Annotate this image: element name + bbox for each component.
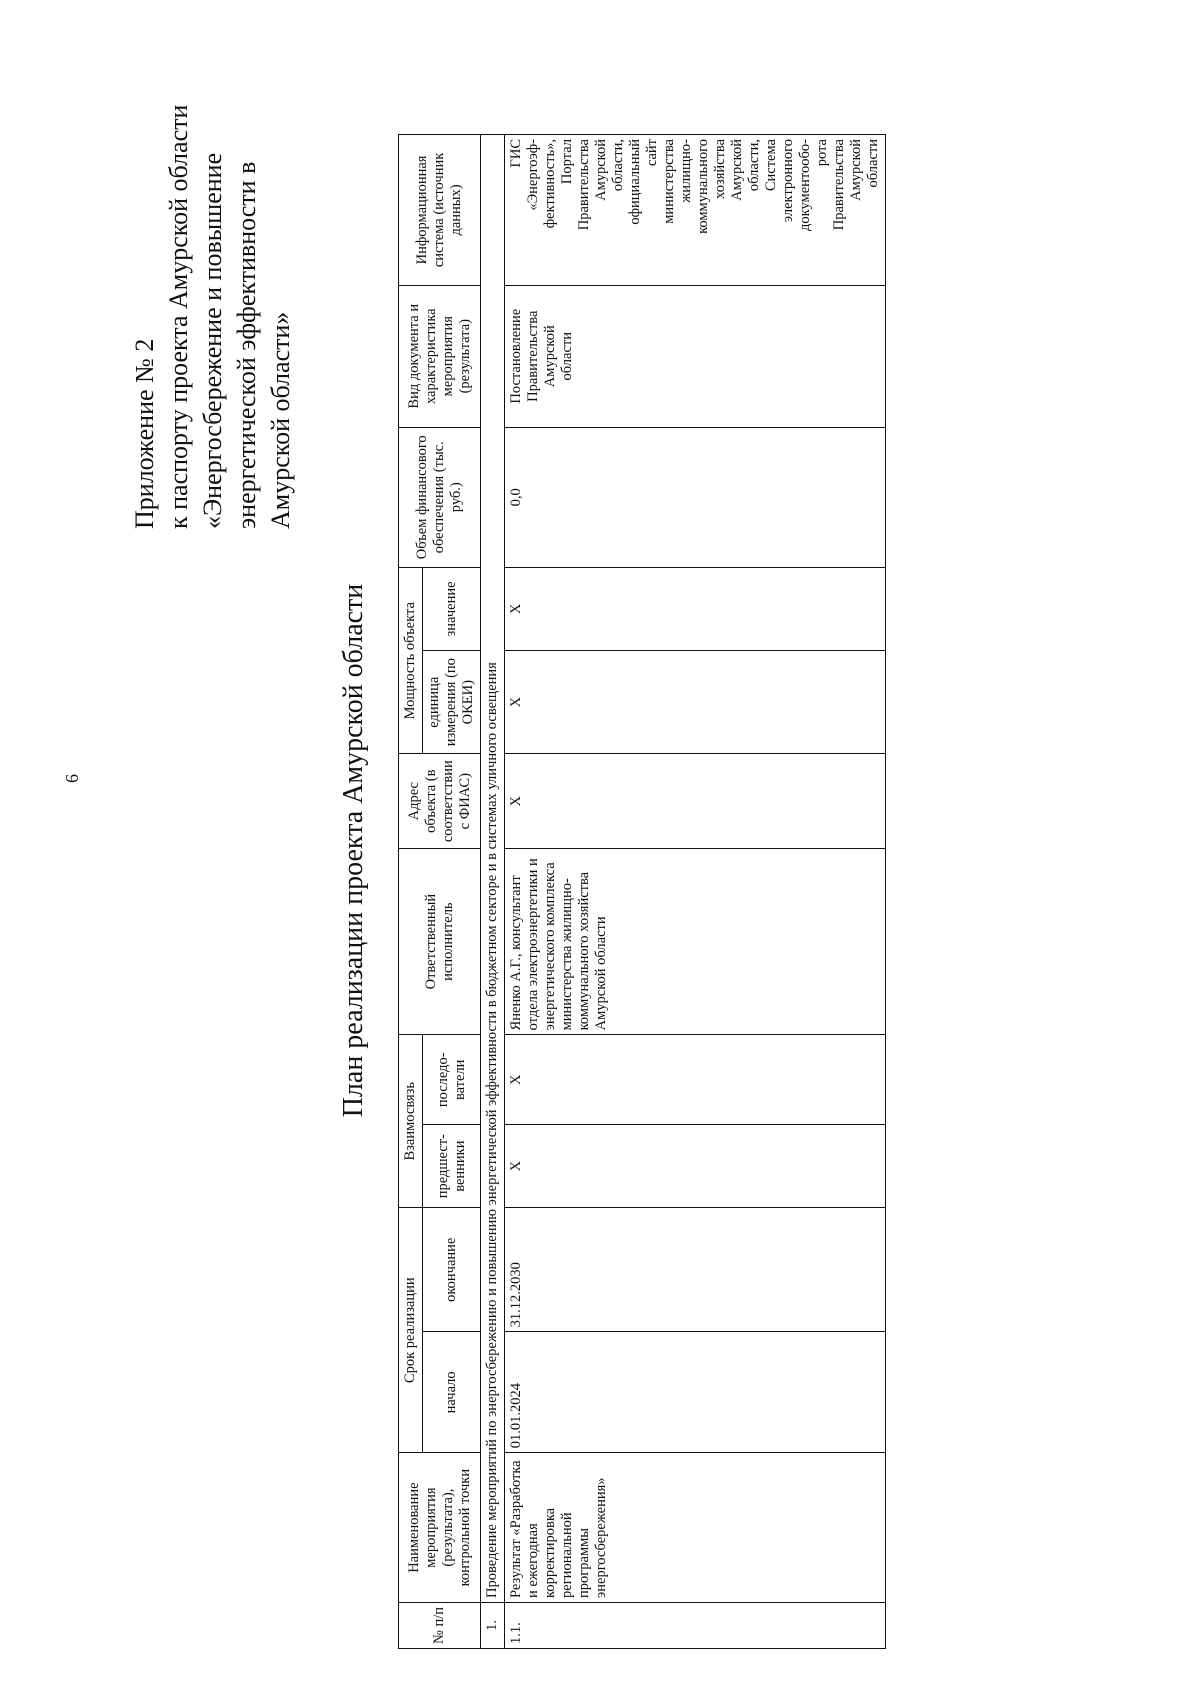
appendix-line: Приложение № 2 — [130, 338, 159, 529]
info-line: ГИС — [508, 139, 524, 168]
row-finance: 0,0 — [505, 427, 886, 567]
doc-line: Правительства — [525, 310, 541, 402]
info-line: электронного — [780, 139, 796, 223]
appendix-line: энергетической эффективности в — [232, 161, 261, 529]
row-name: Результат «Разработка и ежегодная корректировка региональной программы энергосбережения» — [505, 1453, 886, 1603]
table-row — [505, 135, 886, 1649]
info-line: Правительства — [576, 139, 592, 231]
header-term-start: начало — [423, 1332, 481, 1453]
info-line: министерства — [661, 139, 677, 224]
info-line: Система — [763, 139, 779, 192]
header-name: Наименование мероприятия (результата), контрольной точки — [399, 1453, 481, 1603]
row-responsible: Яненко А.Г., консультант отдела электроэнергетики и энергетического комплекса министерства жилищно-коммунального хозяйства Амурской области — [505, 848, 886, 1035]
info-line: «Энергоэф- — [525, 139, 541, 211]
section-title: Проведение мероприятий по энергосбережению и повышению энергетической эффективности в бюджетном секторе и в системах уличного освещения — [481, 135, 505, 1603]
info-line: Амурской — [848, 139, 864, 201]
row-unit: X — [505, 650, 886, 754]
info-line: сайт — [644, 139, 660, 167]
row-value: X — [505, 567, 886, 650]
header-address: Адрес объекта (в соответствии с ФИАС) — [399, 754, 481, 848]
page-number: 6 — [62, 774, 82, 783]
info-line: Правительства — [831, 139, 847, 231]
header-capacity: Мощность объекта — [399, 567, 423, 754]
header-link-succ: последо-ватели — [423, 1035, 481, 1125]
info-line: фективность», — [542, 139, 558, 229]
appendix-line: «Энергосбережение и повышение — [198, 152, 227, 529]
implementation-plan-table — [398, 134, 886, 1649]
header-term: Срок реализации — [399, 1208, 423, 1453]
appendix-header — [128, 59, 298, 529]
header-link: Взаимосвязь — [399, 1035, 423, 1208]
row-doc-type — [505, 285, 886, 427]
info-line: Амурской — [593, 139, 609, 201]
header-cap-value: значение — [423, 567, 481, 650]
header-term-end: окончание — [423, 1208, 481, 1332]
appendix-line: к паспорту проекта Амурской области — [164, 104, 193, 529]
document-title: План реализации проекта Амурской области — [338, 583, 369, 1118]
info-line: Амурской — [729, 139, 745, 201]
row-succ: X — [505, 1035, 886, 1125]
info-line: области, — [610, 139, 626, 192]
row-address: X — [505, 754, 886, 848]
header-doc-type: Вид документа и характеристика мероприятия (результата) — [399, 285, 481, 427]
header-info-system: Информационная система (источник данных) — [399, 135, 481, 286]
info-line: официальный — [627, 139, 643, 225]
header-row — [399, 135, 423, 1649]
row-end: 31.12.2030 — [505, 1208, 886, 1332]
info-line: документообо- — [797, 139, 813, 231]
doc-line: Амурской — [542, 325, 558, 388]
section-row — [481, 135, 505, 1649]
doc-line: Постановление — [508, 308, 524, 404]
header-link-pred: предшест-венники — [423, 1125, 481, 1208]
info-line: Портал — [559, 139, 575, 185]
doc-line: области — [559, 331, 575, 381]
row-pred: X — [505, 1125, 886, 1208]
row-start: 01.01.2024 — [505, 1332, 886, 1453]
info-line: коммунального — [695, 139, 711, 234]
row-info-system — [505, 135, 886, 286]
header-cap-unit: единица измерения (по ОКЕИ) — [423, 650, 481, 754]
header-num: № п/п — [399, 1602, 481, 1648]
appendix-line: Амурской области» — [266, 311, 295, 529]
header-responsible: Ответственный исполнитель — [399, 848, 481, 1035]
info-line: области, — [746, 139, 762, 192]
section-num: 1. — [481, 1602, 505, 1648]
info-line: рота — [814, 139, 830, 167]
info-line: хозяйства — [712, 139, 728, 199]
info-line: жилищно- — [678, 139, 694, 203]
row-num: 1.1. — [505, 1602, 886, 1648]
header-finance: Объем финансового обеспечения (тыс. руб.) — [399, 427, 481, 567]
info-line: области — [865, 139, 881, 188]
